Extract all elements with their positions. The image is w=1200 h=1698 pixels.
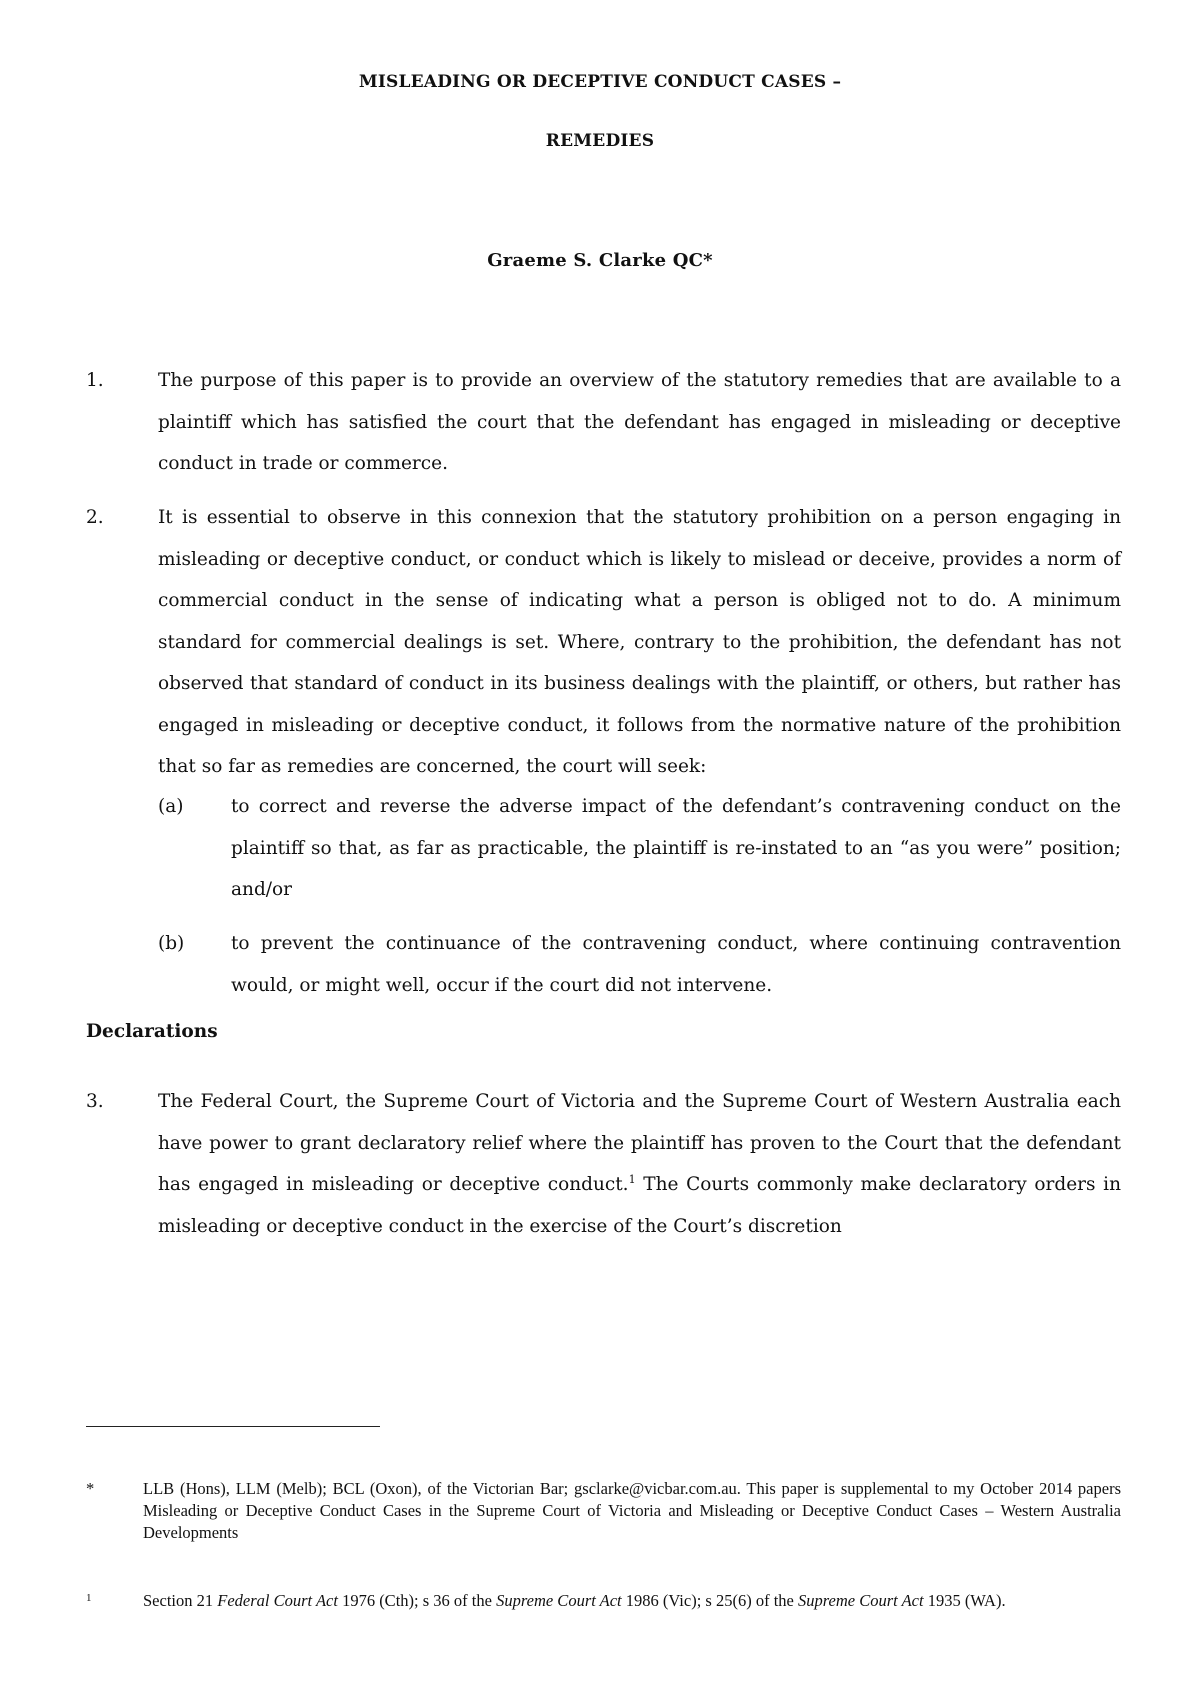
- footnote-text-part: 1935 (WA).: [923, 1591, 1006, 1610]
- footnote-text: [143, 1590, 1121, 1612]
- paragraph-number: 3.: [86, 1091, 104, 1112]
- section-heading-declarations: Declarations: [86, 1021, 218, 1042]
- paragraph-text: [158, 1081, 1121, 1247]
- paragraph-number: 2.: [86, 507, 104, 528]
- subparagraph-text: to prevent the continuance of the contravening conduct, where continuing contravention would, or might well, occur if the court did not intervene.: [231, 933, 1121, 996]
- statute-name: Supreme Court Act: [496, 1591, 622, 1610]
- footnote-star: [86, 1478, 1121, 1544]
- paragraph-1: [86, 360, 1121, 485]
- paragraph-number: 1.: [86, 370, 104, 391]
- footnote-text-part: Section 21: [143, 1591, 218, 1610]
- subparagraph-b: [158, 923, 1121, 1006]
- footnote-1: [86, 1590, 1121, 1612]
- footnote-separator: [86, 1426, 380, 1427]
- author-line: Graeme S. Clarke QC*: [487, 250, 713, 271]
- footnote-mark: 1: [86, 1592, 92, 1604]
- paragraph-2: [86, 497, 1121, 788]
- statute-name: Supreme Court Act: [797, 1591, 924, 1610]
- footnote-mark: *: [86, 1479, 95, 1498]
- footnote-reference[interactable]: 1: [628, 1172, 636, 1186]
- paragraph-3: [86, 1081, 1121, 1247]
- paragraph-text-part: The Courts commonly make declaratory orders in misleading or deceptive conduct in the exercise of the Court’s discretion: [158, 1174, 1121, 1237]
- footnote-text-part: 1976 (Cth); s 36 of the: [337, 1591, 497, 1610]
- footnote-text-part: 1986 (Vic); s 25(6) of the: [621, 1591, 798, 1610]
- document-title-line2: REMEDIES: [545, 131, 655, 151]
- paragraph-text: It is essential to observe in this connexion that the statutory prohibition on a person engaging in misleading or deceptive conduct, or conduct which is likely to mislead or deceive, provides a norm of commercial conduct in the sense of indicating what a person is obliged not to do. A minimum standard for commercial dealings is set. Where, contrary to the prohibition, the defendant has not observed that standard of conduct in its business dealings with the plaintiff, or others, but rather has engaged in misleading or deceptive conduct, it follows from the normative nature of the prohibition that so far as remedies are concerned, the court will seek:: [158, 507, 1121, 777]
- subparagraph-a: [158, 786, 1121, 911]
- subparagraph-text: to correct and reverse the adverse impact of the defendant’s contravening conduct on the plaintiff so that, as far as practicable, the plaintiff is re-instated to an “as you were” position; and/or: [231, 796, 1121, 900]
- footnote-text: LLB (Hons), LLM (Melb); BCL (Oxon), of the Victorian Bar; gsclarke@vicbar.com.au. This paper is supplemental to my October 2014 papers Misleading or Deceptive Conduct Cases in the Supreme Court of Victoria and Misleading or Deceptive Conduct Cases – Western Australia Developments: [143, 1479, 1121, 1542]
- subparagraph-label: (a): [158, 796, 184, 817]
- subparagraph-label: (b): [158, 933, 185, 954]
- paragraph-text-part: The Federal Court, the Supreme Court of Victoria and the Supreme Court of Western Australia each have power to grant declaratory relief where the plaintiff has proven to the Court that the defendant has engaged in misleading or deceptive conduct.: [158, 1091, 1121, 1195]
- statute-name: Federal Court Act: [217, 1591, 338, 1610]
- document-title-line1: MISLEADING OR DECEPTIVE CONDUCT CASES –: [358, 72, 842, 92]
- paragraph-text: The purpose of this paper is to provide an overview of the statutory remedies that are available to a plaintiff which has satisfied the court that the defendant has engaged in misleading or deceptive conduct in trade or commerce.: [158, 370, 1121, 474]
